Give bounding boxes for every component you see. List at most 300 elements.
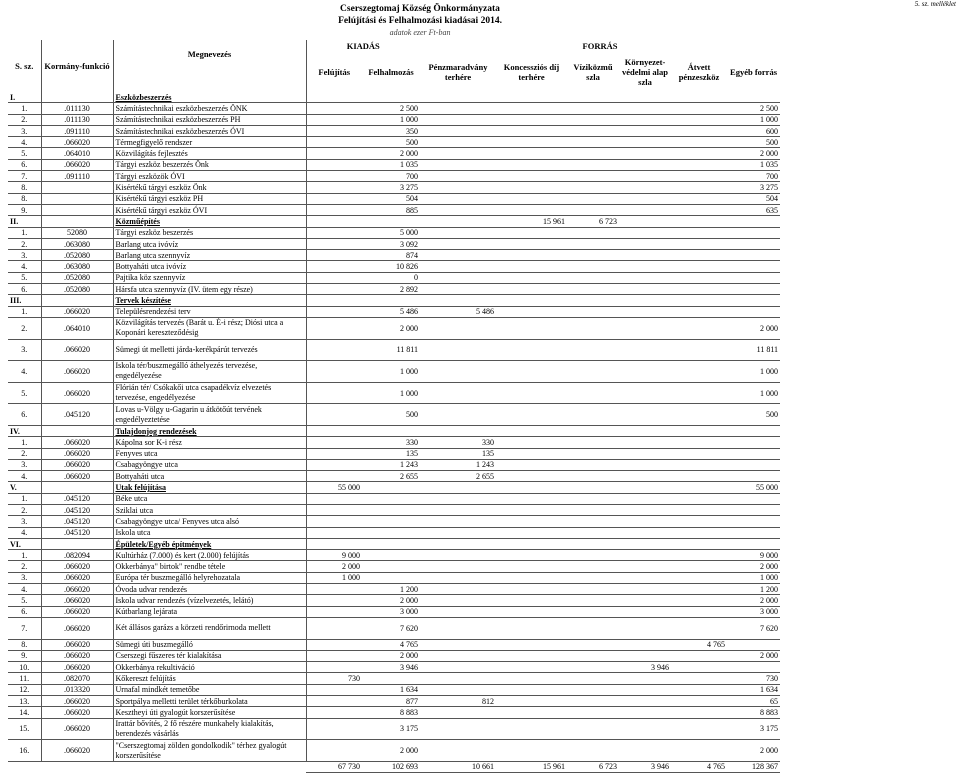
koncesszios-cell <box>496 306 567 317</box>
penzmaradvany-cell <box>420 204 496 215</box>
name-cell: Kőkereszt felújítás <box>113 673 306 684</box>
felhalmozas-cell: 1 035 <box>362 159 420 170</box>
penzmaradvany-cell <box>420 425 496 436</box>
felujitas-cell <box>306 306 362 317</box>
vizikozmu-cell <box>567 193 619 204</box>
felhalmozas-cell: 8 883 <box>362 707 420 718</box>
name-cell: Fenyves utca <box>113 448 306 459</box>
vizikozmu-cell <box>567 471 619 482</box>
kornyezet-cell <box>619 448 671 459</box>
section-row <box>8 425 780 436</box>
atvett-cell: 4 765 <box>671 761 727 772</box>
sz-cell: 4. <box>8 584 41 595</box>
kornyezet-cell <box>619 193 671 204</box>
egyeb-cell <box>727 306 780 317</box>
felujitas-cell: 67 730 <box>306 761 362 772</box>
felujitas-cell <box>306 584 362 595</box>
name-cell: Barlang utca ivóvíz <box>113 238 306 249</box>
name-cell: Közvilágítás fejlesztés <box>113 148 306 159</box>
atvett-cell <box>671 662 727 673</box>
felhalmozas-cell <box>362 493 420 504</box>
felujitas-cell <box>306 361 362 383</box>
table-row <box>8 740 780 762</box>
penzmaradvany-cell <box>420 493 496 504</box>
sz-cell: 1. <box>8 306 41 317</box>
egyeb-cell <box>727 493 780 504</box>
atvett-cell <box>671 595 727 606</box>
felhalmozas-cell: 1 000 <box>362 382 420 404</box>
kormanyfunkcio-cell: .066020 <box>41 662 113 673</box>
kormanyfunkcio-cell: .052080 <box>41 284 113 295</box>
penzmaradvany-cell <box>420 740 496 762</box>
egyeb-cell: 2 500 <box>727 103 780 114</box>
name-cell: Számítástechnikai eszközbeszerzés PH <box>113 114 306 125</box>
egyeb-cell <box>727 516 780 527</box>
felujitas-cell: 55 000 <box>306 482 362 493</box>
felujitas-cell <box>306 317 362 339</box>
egyeb-cell: 2 000 <box>727 650 780 661</box>
vizikozmu-cell <box>567 295 619 306</box>
kornyezet-cell <box>619 639 671 650</box>
sz-cell: 5. <box>8 272 41 283</box>
egyeb-cell <box>727 527 780 538</box>
atvett-cell <box>671 527 727 538</box>
kornyezet-cell <box>619 673 671 684</box>
kornyezet-cell <box>619 740 671 762</box>
kornyezet-cell <box>619 707 671 718</box>
table-row <box>8 516 780 527</box>
atvett-cell <box>671 284 727 295</box>
felujitas-cell <box>306 606 362 617</box>
name-cell: Kultúrház (7.000) és kert (2.000) felújítás <box>113 550 306 561</box>
felujitas-cell <box>306 696 362 707</box>
penzmaradvany-cell <box>420 718 496 740</box>
koncesszios-cell <box>496 595 567 606</box>
name-cell: Hársfa utca szennyvíz (IV. ütem egy része) <box>113 284 306 295</box>
kormanyfunkcio-cell: .066020 <box>41 437 113 448</box>
name-cell: Csabagyöngye utca <box>113 459 306 470</box>
vizikozmu-cell <box>567 272 619 283</box>
atvett-cell <box>671 216 727 227</box>
name-cell: Kesztheyi úti gyalogút korszerűsítése <box>113 707 306 718</box>
egyeb-cell <box>727 538 780 549</box>
table-row <box>8 527 780 538</box>
egyeb-cell <box>727 261 780 272</box>
felhalmozas-cell: 3 175 <box>362 718 420 740</box>
sz-cell: 14. <box>8 707 41 718</box>
kormanyfunkcio-cell <box>41 92 113 103</box>
penzmaradvany-cell: 10 661 <box>420 761 496 772</box>
table-row <box>8 662 780 673</box>
kormanyfunkcio-cell: .052080 <box>41 272 113 283</box>
sz-cell: 3. <box>8 459 41 470</box>
koncesszios-cell <box>496 295 567 306</box>
header-kiadas: KIADÁS <box>346 40 380 51</box>
koncesszios-cell <box>496 740 567 762</box>
koncesszios-cell <box>496 707 567 718</box>
table-row <box>8 204 780 215</box>
atvett-cell <box>671 171 727 182</box>
penzmaradvany-cell <box>420 662 496 673</box>
egyeb-cell: 2 000 <box>727 561 780 572</box>
table-row <box>8 606 780 617</box>
table-row <box>8 103 780 114</box>
table-row <box>8 159 780 170</box>
kormanyfunkcio-cell: .066020 <box>41 361 113 383</box>
vizikozmu-cell <box>567 504 619 515</box>
kormanyfunkcio-cell: .066020 <box>41 382 113 404</box>
felhalmozas-cell: 3 092 <box>362 238 420 249</box>
header-felhalmozas: Felhalmozás <box>368 67 414 77</box>
atvett-cell <box>671 204 727 215</box>
name-cell: Béke utca <box>113 493 306 504</box>
felujitas-cell <box>306 227 362 238</box>
penzmaradvany-cell <box>420 317 496 339</box>
name-cell: Számítástechnikai eszközbeszerzés ÓVI <box>113 125 306 136</box>
penzmaradvany-cell <box>420 382 496 404</box>
koncesszios-cell <box>496 92 567 103</box>
kornyezet-cell <box>619 516 671 527</box>
penzmaradvany-cell <box>420 261 496 272</box>
table-row <box>8 361 780 383</box>
atvett-cell <box>671 516 727 527</box>
sz-cell: 11. <box>8 673 41 684</box>
kornyezet-cell <box>619 339 671 361</box>
vizikozmu-cell <box>567 595 619 606</box>
atvett-cell <box>671 227 727 238</box>
sz-cell: 2. <box>8 561 41 572</box>
atvett-cell <box>671 103 727 114</box>
felhalmozas-cell: 2 000 <box>362 317 420 339</box>
felhalmozas-cell <box>362 482 420 493</box>
kornyezet-cell <box>619 425 671 436</box>
table-row <box>8 493 780 504</box>
name-cell: Barlang utca szennyvíz <box>113 250 306 261</box>
felhalmozas-cell: 3 000 <box>362 606 420 617</box>
kornyezet-cell <box>619 404 671 426</box>
kornyezet-cell <box>619 92 671 103</box>
vizikozmu-cell <box>567 125 619 136</box>
felujitas-cell <box>306 92 362 103</box>
sz-cell: 7. <box>8 171 41 182</box>
table-row <box>8 125 780 136</box>
name-cell: Tárgyi eszköz beszerzés <box>113 227 306 238</box>
felhalmozas-cell: 2 000 <box>362 148 420 159</box>
kormanyfunkcio-cell: .066020 <box>41 448 113 459</box>
penzmaradvany-cell <box>420 684 496 695</box>
name-cell: Bottyaháti utca <box>113 471 306 482</box>
koncesszios-cell <box>496 538 567 549</box>
kormanyfunkcio-cell: .066020 <box>41 740 113 762</box>
sz-cell: V. <box>8 482 41 493</box>
felhalmozas-cell <box>362 516 420 527</box>
kornyezet-cell <box>619 137 671 148</box>
egyeb-cell <box>727 459 780 470</box>
kormanyfunkcio-cell: .066020 <box>41 459 113 470</box>
egyeb-cell: 2 000 <box>727 595 780 606</box>
vizikozmu-cell <box>567 650 619 661</box>
name-cell: Településrendezési terv <box>113 306 306 317</box>
kormanyfunkcio-cell: .045120 <box>41 527 113 538</box>
vizikozmu-cell <box>567 550 619 561</box>
name-cell: Okkerbánya" birtok" rendbe tétele <box>113 561 306 572</box>
header-kormanyfunkcio: Kormány-funkció <box>41 40 113 92</box>
koncesszios-cell <box>496 204 567 215</box>
unit-note: adatok ezer Ft-ban <box>389 28 451 37</box>
kornyezet-cell <box>619 227 671 238</box>
felhalmozas-cell: 2 000 <box>362 650 420 661</box>
header-felujitas: Felújítás <box>318 67 351 77</box>
vizikozmu-cell <box>567 137 619 148</box>
kormanyfunkcio-cell <box>41 295 113 306</box>
kormanyfunkcio-cell: .066020 <box>41 639 113 650</box>
penzmaradvany-cell <box>420 527 496 538</box>
vizikozmu-cell <box>567 673 619 684</box>
egyeb-cell: 635 <box>727 204 780 215</box>
header-atvett: Átvett pénzeszköz <box>678 62 720 82</box>
name-cell: Sportpálya melletti terület térkőburkolata <box>113 696 306 707</box>
felujitas-cell <box>306 448 362 459</box>
egyeb-cell: 3 275 <box>727 182 780 193</box>
felujitas-cell: 2 000 <box>306 561 362 572</box>
kormanyfunkcio-cell: .082094 <box>41 550 113 561</box>
atvett-cell <box>671 696 727 707</box>
kormanyfunkcio-cell: .066020 <box>41 617 113 639</box>
felujitas-cell <box>306 459 362 470</box>
koncesszios-cell <box>496 261 567 272</box>
annex-note: 5. sz. melléklet <box>914 0 956 8</box>
name-cell: Urnafal mindkét temetőbe <box>113 684 306 695</box>
egyeb-cell <box>727 295 780 306</box>
felhalmozas-cell <box>362 425 420 436</box>
table-row <box>8 504 780 515</box>
felujitas-cell <box>306 707 362 718</box>
sz-cell: 6. <box>8 606 41 617</box>
egyeb-cell: 3 175 <box>727 718 780 740</box>
kornyezet-cell <box>619 284 671 295</box>
penzmaradvany-cell <box>420 114 496 125</box>
koncesszios-cell <box>496 584 567 595</box>
felujitas-cell <box>306 662 362 673</box>
penzmaradvany-cell: 330 <box>420 437 496 448</box>
kornyezet-cell <box>619 306 671 317</box>
felujitas-cell <box>306 471 362 482</box>
atvett-cell <box>671 193 727 204</box>
sz-cell: 12. <box>8 684 41 695</box>
document-subtitle: Felújítási és Felhalmozási kiadásai 2014. <box>338 16 502 26</box>
kornyezet-cell <box>619 718 671 740</box>
vizikozmu-cell <box>567 204 619 215</box>
name-cell: Kútbarlang lejárata <box>113 606 306 617</box>
vizikozmu-cell <box>567 148 619 159</box>
kormanyfunkcio-cell: .066020 <box>41 572 113 583</box>
felujitas-cell <box>306 272 362 283</box>
felhalmozas-cell: 874 <box>362 250 420 261</box>
egyeb-cell <box>727 662 780 673</box>
sz-cell: 3. <box>8 339 41 361</box>
felhalmozas-cell: 4 765 <box>362 639 420 650</box>
name-cell: Okkerbánya rekultiváció <box>113 662 306 673</box>
egyeb-cell <box>727 504 780 515</box>
name-cell: Közvilágítás tervezés (Barát u. É-i rész; Diósi utca a Koponári kereszteződésig <box>113 317 306 339</box>
atvett-cell <box>671 459 727 470</box>
koncesszios-cell <box>496 561 567 572</box>
kornyezet-cell <box>619 561 671 572</box>
felhalmozas-cell <box>362 527 420 538</box>
penzmaradvany-cell <box>420 339 496 361</box>
sz-cell: 4. <box>8 527 41 538</box>
vizikozmu-cell <box>567 437 619 448</box>
egyeb-cell: 500 <box>727 404 780 426</box>
kornyezet-cell <box>619 437 671 448</box>
vizikozmu-cell <box>567 227 619 238</box>
total-row <box>8 761 780 772</box>
table-row <box>8 317 780 339</box>
egyeb-cell: 8 883 <box>727 707 780 718</box>
penzmaradvany-cell <box>420 171 496 182</box>
section-row <box>8 92 780 103</box>
koncesszios-cell <box>496 482 567 493</box>
sz-cell: 8. <box>8 182 41 193</box>
table-row <box>8 137 780 148</box>
koncesszios-cell <box>496 448 567 459</box>
kormanyfunkcio-cell: .045120 <box>41 404 113 426</box>
koncesszios-cell <box>496 148 567 159</box>
penzmaradvany-cell <box>420 193 496 204</box>
penzmaradvany-cell <box>420 103 496 114</box>
atvett-cell <box>671 561 727 572</box>
egyeb-cell <box>727 238 780 249</box>
penzmaradvany-cell <box>420 295 496 306</box>
felhalmozas-cell: 7 620 <box>362 617 420 639</box>
kormanyfunkcio-cell: .066020 <box>41 707 113 718</box>
kormanyfunkcio-cell: .066020 <box>41 584 113 595</box>
felujitas-cell <box>306 425 362 436</box>
vizikozmu-cell <box>567 171 619 182</box>
kormanyfunkcio-cell: .052080 <box>41 250 113 261</box>
name-cell: Pajtika köz szennyvíz <box>113 272 306 283</box>
felhalmozas-cell <box>362 504 420 515</box>
felhalmozas-cell: 10 826 <box>362 261 420 272</box>
koncesszios-cell <box>496 404 567 426</box>
kormanyfunkcio-cell: .011130 <box>41 114 113 125</box>
egyeb-cell: 1 200 <box>727 584 780 595</box>
koncesszios-cell <box>496 361 567 383</box>
sz-cell: 4. <box>8 471 41 482</box>
vizikozmu-cell <box>567 250 619 261</box>
sz-cell: 13. <box>8 696 41 707</box>
egyeb-cell <box>727 639 780 650</box>
felhalmozas-cell <box>362 538 420 549</box>
penzmaradvany-cell <box>420 550 496 561</box>
egyeb-cell: 1 000 <box>727 114 780 125</box>
koncesszios-cell <box>496 550 567 561</box>
table-row <box>8 550 780 561</box>
felhalmozas-cell: 1 634 <box>362 684 420 695</box>
name-cell: Cserszegi fűszeres tér kialakítása <box>113 650 306 661</box>
felhalmozas-cell <box>362 572 420 583</box>
felujitas-cell: 9 000 <box>306 550 362 561</box>
name-cell: Tulajdonjog rendezések <box>113 425 306 436</box>
table-row <box>8 707 780 718</box>
header-egyeb: Egyéb forrás <box>730 67 778 77</box>
sz-cell: 1. <box>8 550 41 561</box>
atvett-cell <box>671 504 727 515</box>
vizikozmu-cell <box>567 448 619 459</box>
atvett-cell <box>671 182 727 193</box>
kornyezet-cell <box>619 361 671 383</box>
egyeb-cell <box>727 437 780 448</box>
felhalmozas-cell: 3 946 <box>362 662 420 673</box>
sz-cell: 8. <box>8 639 41 650</box>
penzmaradvany-cell <box>420 561 496 572</box>
kornyezet-cell <box>619 538 671 549</box>
egyeb-cell: 504 <box>727 193 780 204</box>
vizikozmu-cell <box>567 584 619 595</box>
vizikozmu-cell <box>567 339 619 361</box>
table-row <box>8 306 780 317</box>
felhalmozas-cell: 350 <box>362 125 420 136</box>
expenditure-table <box>8 40 780 773</box>
felujitas-cell <box>306 137 362 148</box>
kornyezet-cell <box>619 572 671 583</box>
felhalmozas-cell: 504 <box>362 193 420 204</box>
sz-cell: II. <box>8 216 41 227</box>
atvett-cell <box>671 493 727 504</box>
kornyezet-cell: 3 946 <box>619 761 671 772</box>
table-row <box>8 639 780 650</box>
egyeb-cell: 600 <box>727 125 780 136</box>
felhalmozas-cell: 700 <box>362 171 420 182</box>
koncesszios-cell <box>496 227 567 238</box>
kormanyfunkcio-cell: .063080 <box>41 261 113 272</box>
atvett-cell <box>671 404 727 426</box>
felhalmozas-cell <box>362 561 420 572</box>
sz-cell: 6. <box>8 404 41 426</box>
penzmaradvany-cell <box>420 606 496 617</box>
table-row <box>8 650 780 661</box>
kornyezet-cell <box>619 182 671 193</box>
sz-cell: 2. <box>8 238 41 249</box>
felujitas-cell <box>306 437 362 448</box>
felujitas-cell <box>306 595 362 606</box>
vizikozmu-cell <box>567 606 619 617</box>
egyeb-cell: 9 000 <box>727 550 780 561</box>
atvett-cell <box>671 617 727 639</box>
sz-cell: 4. <box>8 261 41 272</box>
kornyezet-cell <box>619 261 671 272</box>
koncesszios-cell <box>496 617 567 639</box>
sz-cell: 3. <box>8 572 41 583</box>
vizikozmu-cell <box>567 159 619 170</box>
egyeb-cell: 2 000 <box>727 148 780 159</box>
table-row <box>8 584 780 595</box>
vizikozmu-cell <box>567 114 619 125</box>
name-cell: Kisértékű tárgyi eszköz PH <box>113 193 306 204</box>
vizikozmu-cell <box>567 516 619 527</box>
felujitas-cell <box>306 182 362 193</box>
kornyezet-cell <box>619 527 671 538</box>
egyeb-cell: 700 <box>727 171 780 182</box>
koncesszios-cell: 15 961 <box>496 216 567 227</box>
vizikozmu-cell <box>567 103 619 114</box>
table-row <box>8 673 780 684</box>
sz-cell: 3. <box>8 250 41 261</box>
document-title: Cserszegtomaj Község Önkormányzata <box>340 4 500 14</box>
table-row <box>8 404 780 426</box>
penzmaradvany-cell <box>420 272 496 283</box>
felhalmozas-cell: 330 <box>362 437 420 448</box>
